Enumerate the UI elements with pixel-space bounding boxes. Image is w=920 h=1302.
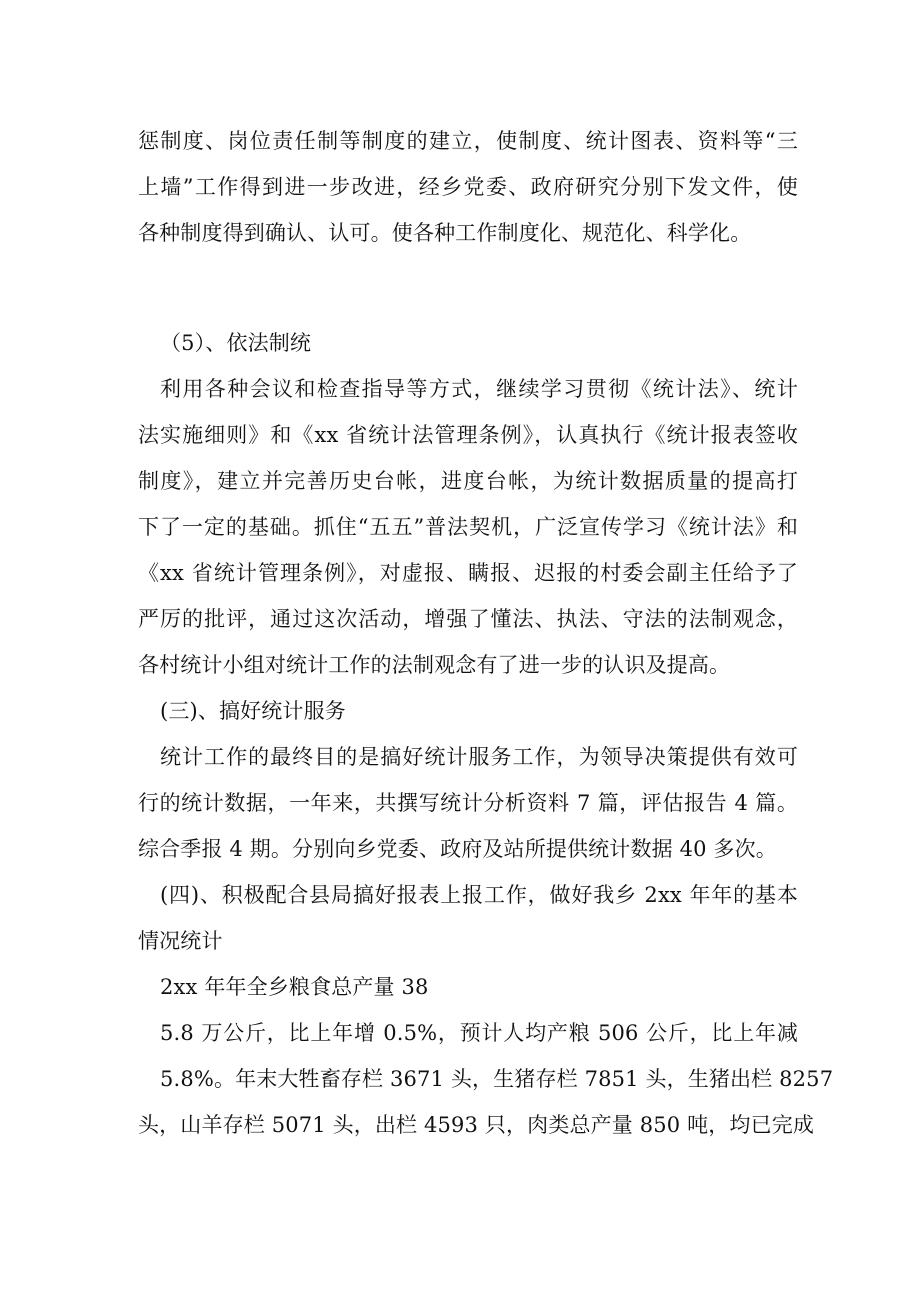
paragraph-2 xyxy=(138,366,798,688)
paragraph-line: 下了一定的基础。抓住“五五”普法契机，广泛宣传学习《统计法》和 xyxy=(138,515,798,539)
paragraph-line: 各种制度得到确认、认可。使各种工作制度化、规范化、科学化。 xyxy=(138,221,752,245)
section-heading-5 xyxy=(138,320,798,366)
paragraph-line: 各村统计小组对统计工作的法制观念有了进一步的认识及提高。 xyxy=(138,653,731,677)
paragraph-line: 制度》，建立并完善历史台帐，进度台帐，为统计数据质量的提高打 xyxy=(138,469,798,493)
section-heading-4 xyxy=(138,872,798,964)
heading-text: （5）、依法制统 xyxy=(160,331,312,355)
paragraph-line: 5.8%。年末大牲畜存栏 3671 头，生猪存栏 7851 头，生猪出栏 8257 xyxy=(160,1067,834,1091)
paragraph-line: 《xx 省统计管理条例》，对虚报、瞒报、迟报的村委会副主任给予了 xyxy=(138,561,798,585)
paragraph-3 xyxy=(138,734,798,872)
paragraph-4 xyxy=(138,1056,834,1148)
paragraph-line: 利用各种会议和检查指导等方式，继续学习贯彻《统计法》、统计 xyxy=(160,377,798,401)
paragraph-line: 上墙”工作得到进一步改进，经乡党委、政府研究分别下发文件，使 xyxy=(138,175,798,199)
paragraph-line: 综合季报 4 期。分别向乡党委、政府及站所提供统计数据 40 多次。 xyxy=(138,837,777,861)
paragraph-line: 行的统计数据，一年来，共撰写统计分析资料 7 篇，评估报告 4 篇。 xyxy=(138,791,798,815)
document-page xyxy=(138,118,834,1148)
heading-text: 情况统计 xyxy=(138,929,223,953)
spacer xyxy=(138,256,798,320)
grain-output-block xyxy=(138,964,798,1056)
heading-text: (四)、积极配合县局搞好报表上报工作，做好我乡 2xx 年年的基本 xyxy=(160,883,798,907)
paragraph-line: 5.8 万公斤，比上年增 0.5%，预计人均产粮 506 公斤，比上年减 xyxy=(160,1021,798,1045)
paragraph-line: 统计工作的最终目的是搞好统计服务工作，为领导决策提供有效可 xyxy=(160,745,798,769)
section-heading-3 xyxy=(138,688,798,734)
paragraph-line: 2xx 年年全乡粮食总产量 38 xyxy=(160,975,429,999)
heading-text: (三)、搞好统计服务 xyxy=(160,699,346,723)
paragraph-1 xyxy=(138,118,798,256)
paragraph-line: 惩制度、岗位责任制等制度的建立，使制度、统计图表、资料等“三 xyxy=(138,129,798,153)
paragraph-line: 法实施细则》和《xx 省统计法管理条例》，认真执行《统计报表签收 xyxy=(138,423,798,447)
paragraph-line: 头，山羊存栏 5071 头，出栏 4593 只，肉类总产量 850 吨，均已完成 xyxy=(138,1113,815,1137)
paragraph-line: 严厉的批评，通过这次活动，增强了懂法、执法、守法的法制观念， xyxy=(138,607,798,631)
